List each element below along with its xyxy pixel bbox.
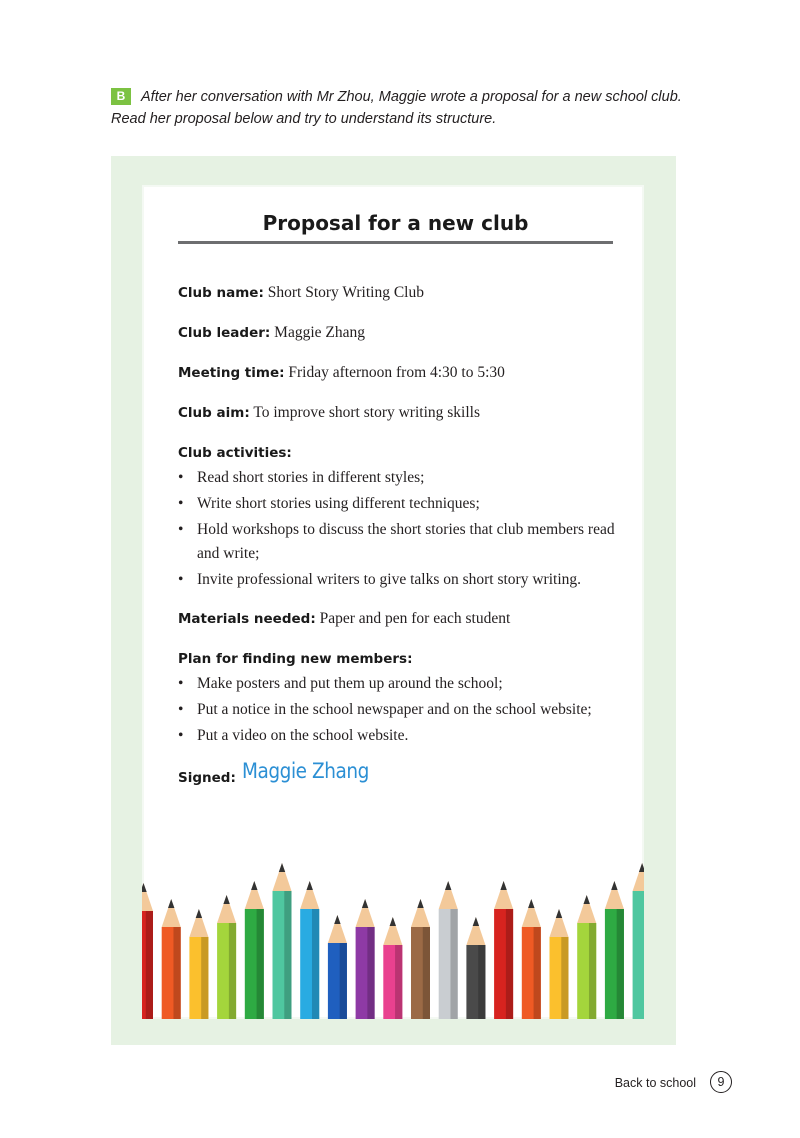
pencil (605, 881, 624, 1019)
pencil (633, 863, 644, 1019)
list-item: • Hold workshops to discuss the short stories that club members read and write; (178, 518, 618, 566)
pencil (245, 881, 264, 1019)
section-badge: B (111, 88, 131, 105)
list-item: • Read short stories in different styles; (178, 466, 618, 490)
pencil (273, 863, 292, 1019)
pencil (162, 899, 181, 1019)
meeting-time-row (178, 360, 618, 386)
pencil (522, 899, 541, 1019)
pencil (577, 895, 596, 1019)
plan-label: Plan for finding new members: (178, 651, 413, 667)
pencil (328, 915, 347, 1019)
proposal-title: Proposal for a new club (262, 211, 529, 235)
meeting-time-label: Meeting time: (178, 365, 285, 381)
list-item: • Make posters and put them up around the school; (178, 672, 618, 696)
footer-unit-label: Back to school (614, 1076, 696, 1090)
club-aim-value: To improve short story writing skills (253, 404, 481, 421)
meeting-time-value: Friday afternoon from 4:30 to 5:30 (288, 364, 505, 381)
list-item: • Invite professional writers to give talks on short story writing. (178, 568, 618, 592)
list-item: • Put a notice in the school newspaper and on the school website; (178, 698, 618, 722)
pencil (217, 895, 236, 1019)
club-name-row (178, 280, 618, 306)
club-leader-label: Club leader: (178, 325, 271, 341)
pencil (550, 909, 569, 1019)
activities-label: Club activities: (178, 445, 292, 461)
list-item: • Write short stories using different techniques; (178, 492, 618, 516)
list-item: • Put a video on the school website. (178, 724, 618, 748)
pencil (411, 899, 430, 1019)
intro-text: After her conversation with Mr Zhou, Maggie wrote a proposal for a new school club. Read her proposal below and try to understand its structure. (111, 89, 682, 127)
signed-row (178, 759, 618, 791)
pencil (466, 917, 485, 1019)
pencil (189, 909, 208, 1019)
intro-instruction (111, 86, 711, 130)
signed-label: Signed: (178, 770, 236, 786)
materials-label: Materials needed: (178, 611, 316, 627)
title-underline (178, 241, 613, 244)
club-leader-value: Maggie Zhang (274, 324, 365, 341)
pencil (142, 883, 153, 1019)
materials-value: Paper and pen for each student (319, 610, 511, 627)
plan-list (178, 672, 618, 748)
pencils-illustration (142, 855, 644, 1019)
activities-heading (178, 440, 618, 466)
club-aim-label: Club aim: (178, 405, 250, 421)
club-name-label: Club name: (178, 285, 264, 301)
club-name-value: Short Story Writing Club (267, 284, 424, 301)
club-leader-row (178, 320, 618, 346)
pencil (300, 881, 319, 1019)
pencil (494, 881, 513, 1019)
signature: Maggie Zhang (241, 759, 369, 783)
materials-row (178, 606, 618, 632)
club-aim-row (178, 400, 618, 426)
page-number: 9 (710, 1071, 732, 1093)
activities-list (178, 466, 618, 592)
plan-heading (178, 646, 618, 672)
pencil (383, 917, 402, 1019)
pencil (356, 899, 375, 1019)
pencil (439, 881, 458, 1019)
proposal-content (178, 280, 618, 791)
